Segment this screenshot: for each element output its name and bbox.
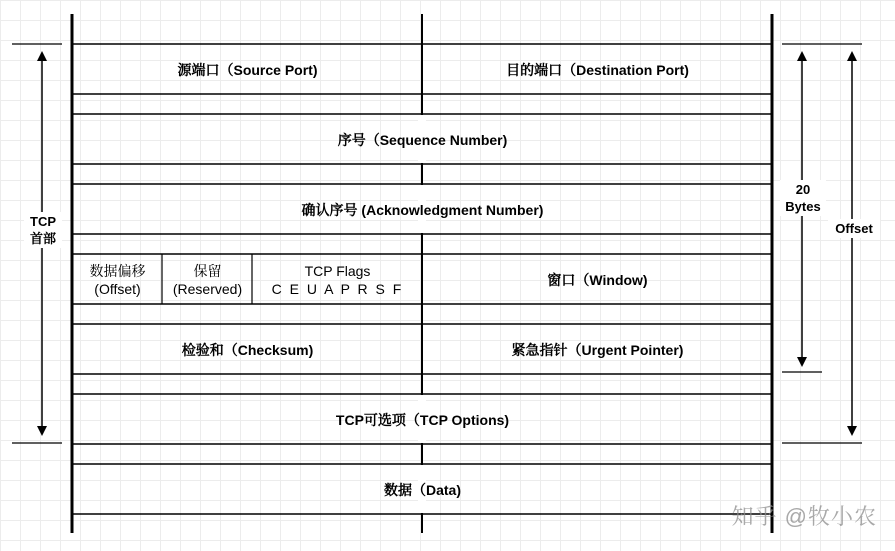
tcp-header-label-line1: TCP [30, 214, 56, 229]
sequence-number-cell: 序号（Sequence Number) [337, 131, 508, 148]
urgent-pointer-cell: 紧急指针（Urgent Pointer) [511, 341, 684, 358]
twenty-bytes-label [780, 180, 826, 216]
ack-number-cell: 确认序号 (Acknowledgment Number) [301, 201, 544, 218]
reserved-label-en: (Reserved) [172, 280, 243, 297]
tcp-options-cell: TCP可选项（TCP Options) [335, 411, 510, 428]
twenty-bytes-label-line2: Bytes [785, 199, 821, 214]
tcp-flags-cell [253, 255, 422, 304]
data-offset-label-cn: 数据偏移 [89, 262, 146, 279]
data-cell: 数据（Data) [383, 481, 461, 498]
twenty-bytes-label-line1: 20 [795, 182, 811, 197]
tcp-header-label-line2: 首部 [29, 231, 56, 246]
reserved-label-cn: 保留 [193, 262, 222, 279]
tcp-header-label [24, 212, 62, 248]
tcp-flags-title: TCP Flags [304, 262, 371, 279]
watermark: 知乎 @牧小农 [731, 504, 877, 529]
window-cell: 窗口（Window) [547, 271, 648, 288]
source-port-cell: 源端口（Source Port) [177, 61, 318, 78]
destination-port-cell: 目的端口（Destination Port) [506, 61, 689, 78]
offset-label: Offset [828, 219, 880, 238]
reserved-cell [163, 255, 252, 304]
checksum-cell: 检验和（Checksum) [181, 341, 314, 358]
tcp-flags-bits: C E U A P R S F [271, 280, 404, 297]
data-offset-label-en: (Offset) [94, 280, 141, 297]
data-offset-cell [73, 255, 162, 304]
